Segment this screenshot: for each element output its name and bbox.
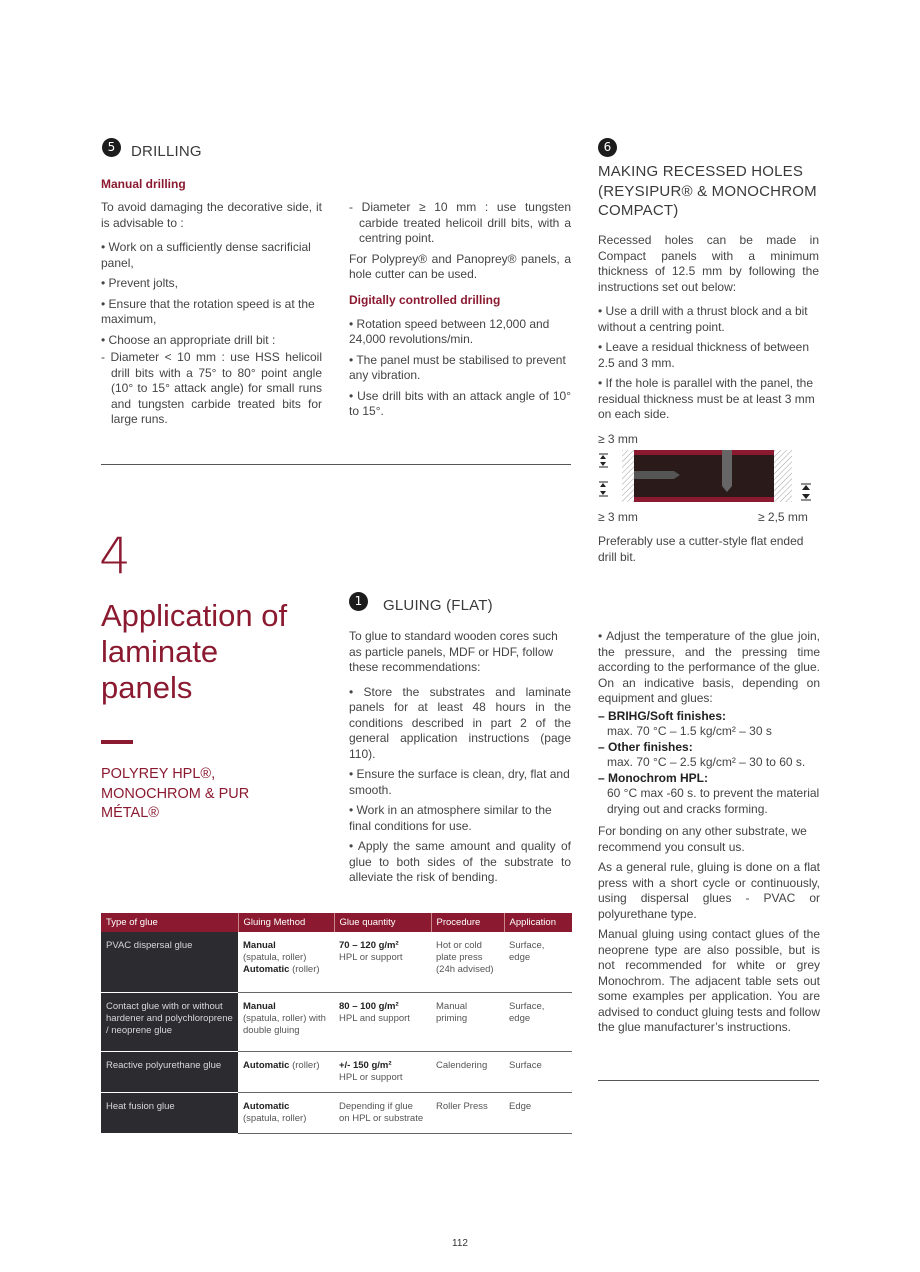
- temperature-bullet: • Adjust the temperature of the glue join, the pressure, and the pressing time according to the performance of the glue. On an indicative basis, depending on equipment and glues:: [598, 629, 820, 705]
- glue-table: [101, 913, 572, 1134]
- horizontal-drill-hole: [634, 471, 674, 479]
- finish-item: – Monochrom HPL: 60 °C max -60 s. to prevent the material drying out and cracks forming.: [598, 770, 820, 816]
- table-row: [101, 932, 572, 992]
- gluing-bullet: • Apply the same amount and quality of glue to both sides of the substrate to alleviate the risk of bending.: [349, 839, 571, 884]
- quantity-value: 70 – 120 g/m²: [339, 940, 399, 951]
- vertical-drill-hole: [722, 450, 732, 486]
- page-number: 112: [452, 1238, 468, 1249]
- gluing-bullet: • Ensure the surface is clean, dry, flat and smooth.: [349, 767, 570, 797]
- quantity-detail: HPL or support: [339, 952, 403, 963]
- method-detail: (roller): [292, 1059, 320, 1071]
- recessed-bullet: • Leave a residual thickness of between 2.5 and 3 mm.: [598, 340, 809, 370]
- method-bold: Manual: [243, 1000, 276, 1012]
- gluing-method: [238, 992, 334, 1051]
- section-divider: [101, 464, 571, 465]
- application: Surface, edge: [504, 932, 572, 992]
- drilling-bullet: • Work on a sufficiently dense sacrificial panel,: [101, 240, 311, 270]
- cnc-bullet: • Rotation speed between 12,000 and 24,000 revolutions/min.: [349, 316, 550, 346]
- diagram-bottom-right-label: ≥ 2,5 mm: [758, 510, 808, 524]
- glue-quantity: [334, 1051, 431, 1092]
- glue-type: Reactive polyurethane glue: [101, 1051, 238, 1092]
- recessed-hole-diagram: [596, 448, 816, 506]
- glue-quantity: [334, 1092, 431, 1133]
- method-bold: Automatic: [243, 1059, 290, 1071]
- chapter-title: Application of laminate panels: [101, 598, 288, 705]
- glue-quantity: [334, 992, 431, 1051]
- method-bold: Automatic: [243, 964, 290, 975]
- procedure: Roller Press: [431, 1092, 504, 1133]
- finish-item: – BRIHG/Soft finishes: max. 70 °C – 1.5 kg/cm² – 30 s: [598, 709, 820, 740]
- chapter-subtitle: POLYREY HPL®, MONOCHROM & PUR MÉTAL®: [101, 766, 250, 821]
- glue-type: Contact glue with or without hardener and polychloroprene / neoprene glue: [101, 992, 238, 1051]
- quantity-detail: HPL and support: [339, 1012, 410, 1024]
- column-header: Glue quantity: [334, 913, 431, 932]
- drilling-intro: To avoid damaging the decorative side, it is advisable to :: [101, 200, 322, 230]
- section-divider: [598, 1080, 819, 1081]
- column-header: Gluing Method: [238, 913, 334, 932]
- drilling-middle-column: [349, 200, 571, 420]
- flat-drill-bit-note: Preferably use a cutter-style flat ended drill bit.: [598, 534, 804, 564]
- quantity-detail: HPL or support: [339, 1071, 403, 1083]
- finish-item: – Other finishes: max. 70 °C – 2.5 kg/cm² – 30 to 60 s.: [598, 740, 820, 771]
- method-detail: (spatula, roller): [243, 1112, 307, 1124]
- section-number-badge: 6: [598, 138, 617, 157]
- drilling-bullet: • Ensure that the rotation speed is at the maximum,: [101, 296, 315, 326]
- drilling-title: DRILLING: [131, 143, 202, 160]
- method-detail: (spatula, roller) with double gluing: [243, 1012, 326, 1036]
- glue-quantity: [334, 932, 431, 992]
- gluing-left-column: [349, 629, 571, 886]
- finish-value: max. 70 °C – 1.5 kg/cm² – 30 s: [607, 724, 772, 738]
- chapter-accent-bar: [101, 740, 133, 744]
- quantity-value: 80 – 100 g/m²: [339, 1000, 399, 1012]
- drilling-bullet: • Prevent jolts,: [101, 276, 178, 290]
- quantity-detail: Depending if glue on HPL or substrate: [339, 1100, 424, 1124]
- finish-label: Monochrom HPL:: [608, 770, 709, 785]
- table-header-row: [101, 913, 572, 932]
- procedure: Hot or cold plate press (24h advised): [431, 932, 504, 992]
- finish-label: Other finishes:: [608, 739, 693, 754]
- drilling-left-column: [101, 200, 322, 428]
- drill-bit-large-diameter: - Diameter ≥ 10 mm : use tungsten carbide treated helicoil drill bits, with a centring point.: [349, 200, 571, 245]
- recessed-intro: Recessed holes can be made in Compact panels with a minimum thickness of 12.5 mm by following the instructions set out below:: [598, 233, 819, 294]
- recessed-holes-title: MAKING RECESSED HOLES (REYSIPUR® & MONOCHROM COMPACT): [598, 163, 817, 219]
- section-number-badge: 1: [349, 592, 368, 611]
- column-header: Type of glue: [101, 913, 238, 932]
- section-number-badge: 5: [102, 138, 121, 157]
- gluing-method: [238, 1092, 334, 1133]
- gluing-method: [238, 932, 334, 992]
- manual-drilling-heading: Manual drilling: [101, 177, 186, 191]
- gluing-right-column: [598, 629, 820, 1036]
- column-header: Procedure: [431, 913, 504, 932]
- glue-type: PVAC dispersal glue: [101, 932, 238, 992]
- finish-value: 60 °C max -60 s. to prevent the material drying out and cracks forming.: [607, 786, 820, 816]
- finish-label: BRIHG/Soft finishes:: [608, 708, 727, 723]
- gluing-intro: To glue to standard wooden cores such as particle panels, MDF or HDF, follow these recommendations:: [349, 629, 558, 674]
- method-detail: (spatula, roller): [243, 952, 307, 963]
- cnc-drilling-heading: Digitally controlled drilling: [349, 292, 501, 307]
- method-detail: (roller): [292, 964, 320, 975]
- cnc-bullet: • Use drill bits with an attack angle of 10° to 15°.: [349, 388, 571, 418]
- application: Surface: [504, 1051, 572, 1092]
- glue-type: Heat fusion glue: [101, 1092, 238, 1133]
- gluing-method: [238, 1051, 334, 1092]
- recessed-bullet: • Use a drill with a thrust block and a bit without a centring point.: [598, 304, 808, 334]
- gluing-paragraph: As a general rule, gluing is done on a flat press with a short cycle or continuously, using dispersal glues - PVAC or polyurethane type.: [598, 860, 820, 921]
- gluing-title: GLUING (FLAT): [383, 597, 493, 614]
- drill-bit-small-diameter: - Diameter < 10 mm : use HSS helicoil drill bits with a 75° to 80° point angle (10° to 15° attack angle) for small runs and tungsten carbide treated bits for large runs.: [101, 350, 322, 426]
- gluing-paragraph: For bonding on any other substrate, we recommend you consult us.: [598, 824, 807, 854]
- table-row: [101, 1092, 572, 1133]
- chapter-number: 4: [99, 527, 131, 585]
- gluing-bullet: • Store the substrates and laminate panels for at least 48 hours in the conditions described in part 2 of the general application instructions (page 110).: [349, 684, 571, 761]
- procedure: Manual priming: [431, 992, 504, 1051]
- method-bold: Manual: [243, 940, 276, 951]
- table-row: [101, 1051, 572, 1092]
- finish-value: max. 70 °C – 2.5 kg/cm² – 30 to 60 s.: [607, 755, 806, 769]
- drilling-bullet: • Choose an appropriate drill bit :: [101, 332, 276, 347]
- procedure: Calendering: [431, 1051, 504, 1092]
- gluing-paragraph: Manual gluing using contact glues of the neoprene type are also possible, but is not recommended for white or grey Monochrom. The adjacent table sets out some examples per application. You are advised to conduct gluing tests and follow the glue manufacturer’s instructions.: [598, 927, 820, 1034]
- recessed-bullet: • If the hole is parallel with the panel, the residual thickness must be at least 3 mm on each side.: [598, 376, 815, 421]
- cnc-bullet: • The panel must be stabilised to prevent any vibration.: [349, 352, 566, 382]
- gluing-bullet: • Work in an atmosphere similar to the final conditions for use.: [349, 803, 552, 833]
- diagram-bottom-left-label: ≥ 3 mm: [598, 510, 638, 524]
- recessed-column: [598, 233, 819, 423]
- application: Edge: [504, 1092, 572, 1133]
- diagram-top-label: ≥ 3 mm: [598, 432, 638, 446]
- table-row: [101, 992, 572, 1051]
- application: Surface, edge: [504, 992, 572, 1051]
- column-header: Application: [504, 913, 572, 932]
- polyprey-note: For Polyprey® and Panoprey® panels, a hole cutter can be used.: [349, 251, 571, 281]
- method-bold: Automatic: [243, 1100, 290, 1112]
- quantity-value: +/- 150 g/m²: [339, 1059, 392, 1071]
